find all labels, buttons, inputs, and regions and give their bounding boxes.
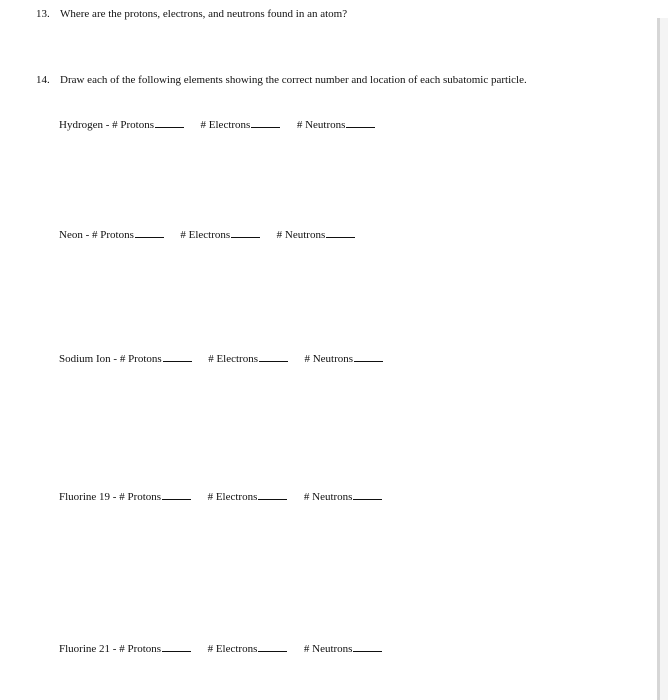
- neutrons-label: # Neutrons: [303, 643, 353, 655]
- protons-blank[interactable]: [135, 227, 164, 238]
- element-label-neon: Neon -: [59, 229, 90, 241]
- neutrons-label: # Neutrons: [276, 229, 326, 241]
- electrons-blank[interactable]: [251, 117, 280, 128]
- electrons-blank[interactable]: [258, 489, 287, 500]
- electrons-label: # Electrons: [207, 491, 258, 503]
- electrons-label: # Electrons: [207, 643, 258, 655]
- neutrons-label: # Neutrons: [296, 119, 346, 131]
- neutrons-blank[interactable]: [354, 351, 383, 362]
- protons-label: # Protons: [119, 643, 162, 655]
- protons-label: # Protons: [119, 491, 162, 503]
- electrons-label: # Electrons: [200, 119, 251, 131]
- neutrons-blank[interactable]: [353, 489, 382, 500]
- element-row-neon: [59, 227, 355, 242]
- protons-blank[interactable]: [162, 641, 191, 652]
- protons-blank[interactable]: [155, 117, 184, 128]
- protons-label: # Protons: [112, 119, 155, 131]
- element-row-sodium-ion: [59, 351, 383, 366]
- question-13-text: Where are the protons, electrons, and neutrons found in an atom?: [60, 8, 348, 20]
- element-row-fluorine-19: [59, 489, 382, 504]
- element-label-sodium-ion: Sodium Ion -: [59, 353, 118, 365]
- neutrons-blank[interactable]: [346, 117, 375, 128]
- electrons-blank[interactable]: [258, 641, 287, 652]
- neutrons-label: # Neutrons: [304, 353, 354, 365]
- question-13-number: 13.: [36, 8, 50, 20]
- electrons-blank[interactable]: [259, 351, 288, 362]
- question-14-number: 14.: [36, 74, 50, 86]
- protons-label: # Protons: [119, 353, 162, 365]
- protons-label: # Protons: [92, 229, 134, 241]
- protons-blank[interactable]: [162, 489, 191, 500]
- question-14: [36, 74, 527, 87]
- question-13: [36, 8, 347, 21]
- neutrons-label: # Neutrons: [303, 491, 353, 503]
- electrons-label: # Electrons: [180, 229, 231, 241]
- protons-blank[interactable]: [163, 351, 192, 362]
- element-label-fluorine-21: Fluorine 21 -: [59, 643, 117, 655]
- neutrons-blank[interactable]: [326, 227, 355, 238]
- element-row-fluorine-21: [59, 641, 382, 656]
- electrons-blank[interactable]: [231, 227, 260, 238]
- electrons-label: # Electrons: [208, 353, 258, 365]
- question-14-text: Draw each of the following elements showing the correct number and location of each subatomic particle.: [60, 74, 527, 86]
- element-row-hydrogen: [59, 117, 375, 132]
- neutrons-blank[interactable]: [353, 641, 382, 652]
- element-label-fluorine-19: Fluorine 19 -: [59, 491, 117, 503]
- element-label-hydrogen: Hydrogen -: [59, 119, 110, 131]
- page-edge-shadow: [660, 18, 668, 700]
